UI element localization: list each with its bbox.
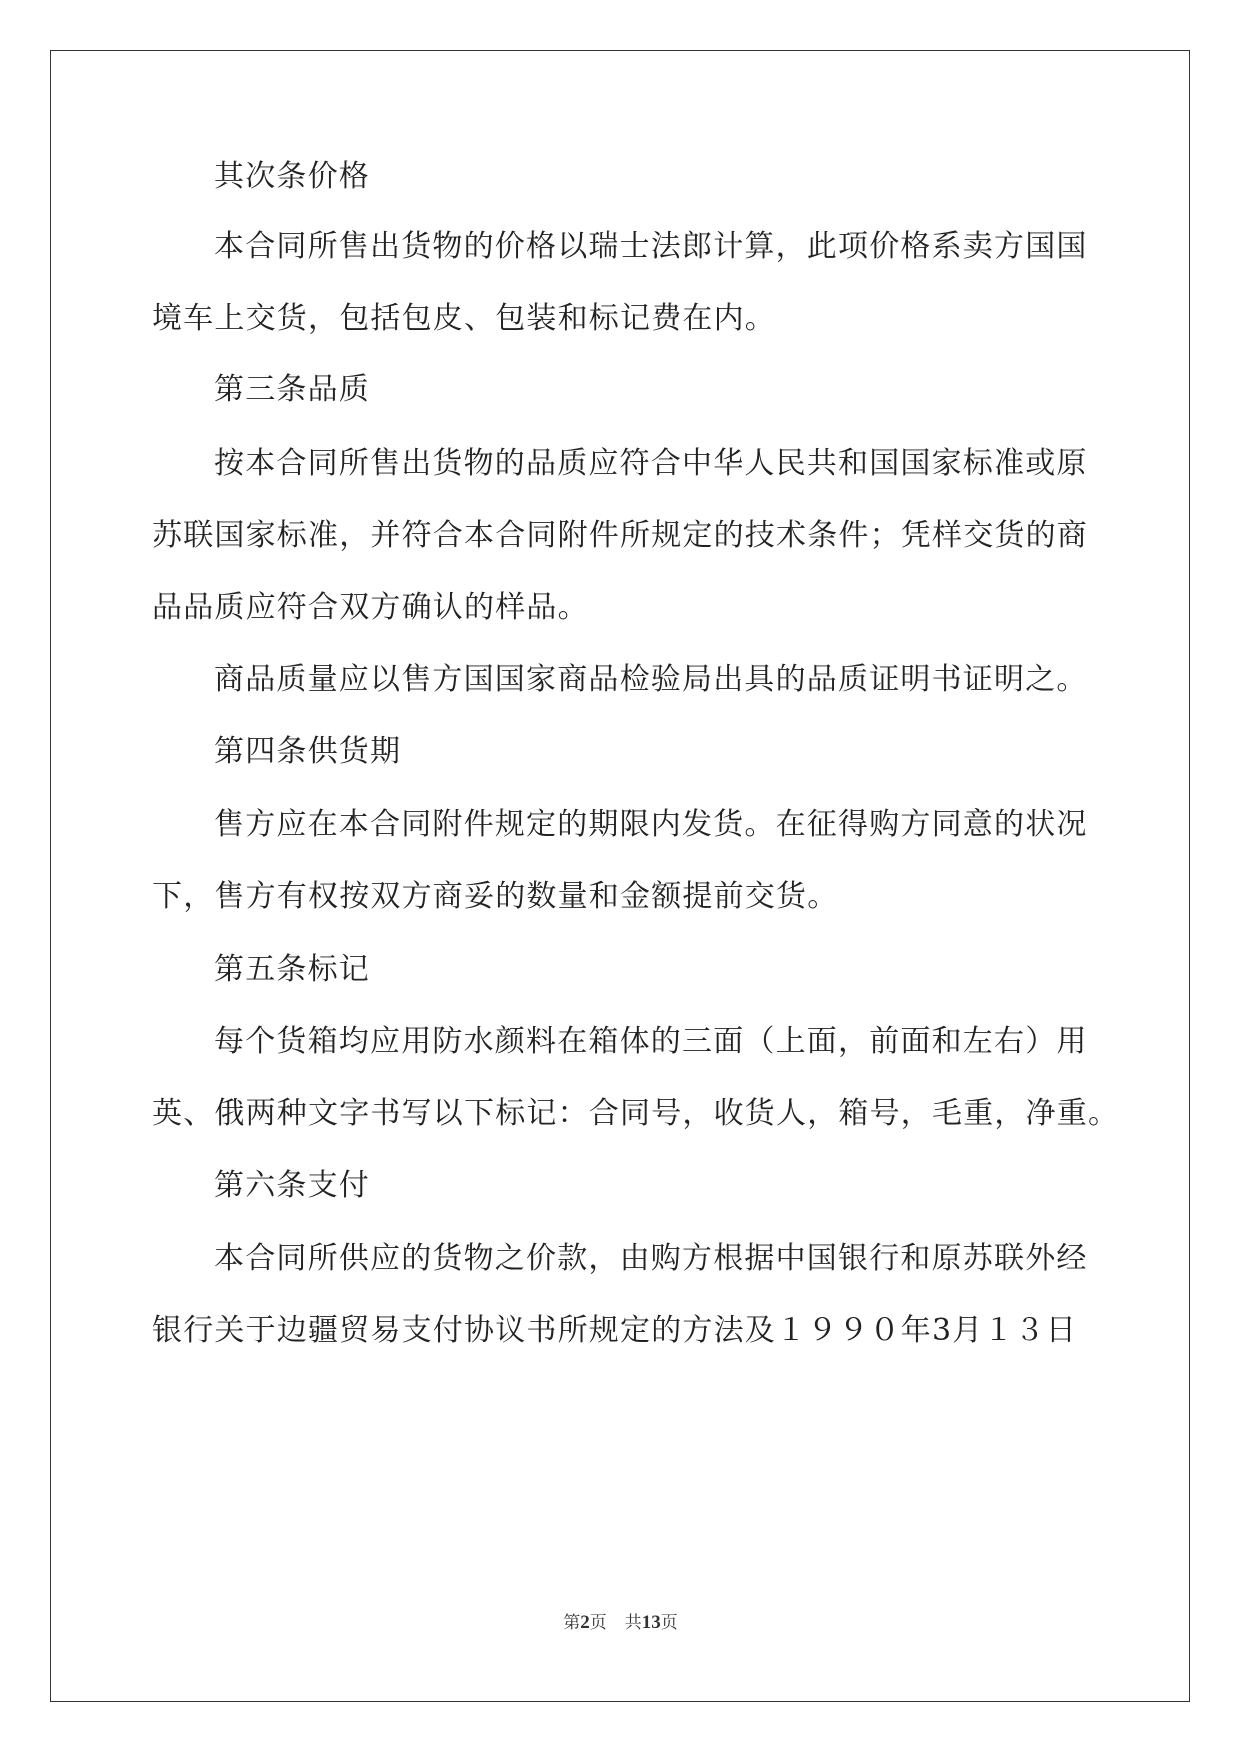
section-heading: 第六条支付: [214, 1168, 370, 1203]
body-line: 英、俄两种文字书写以下标记：合同号，收货人，箱号，毛重，净重。: [152, 1096, 1120, 1131]
page-border: [50, 50, 1190, 1702]
section-heading: 其次条价格: [214, 159, 370, 194]
body-line: 售方应在本合同附件规定的期限内发货。在征得购方同意的状况: [214, 807, 1088, 842]
page-suffix: 页: [589, 1613, 607, 1633]
body-line: 苏联国家标准，并符合本合同附件所规定的技术条件；凭样交货的商: [152, 518, 1088, 553]
body-line: 本合同所售出货物的价格以瑞士法郎计算，此项价格系卖方国国: [214, 229, 1088, 264]
body-line: 品品质应符合双方确认的样品。: [152, 590, 589, 625]
body-line: 本合同所供应的货物之价款，由购方根据中国银行和原苏联外经: [214, 1241, 1088, 1276]
page-number: 2: [580, 1612, 590, 1633]
section-heading: 第三条品质: [214, 372, 370, 407]
body-line: 按本合同所售出货物的品质应符合中华人民共和国国家标准或原: [214, 446, 1088, 481]
page-prefix: 第: [563, 1613, 581, 1633]
total-suffix: 页: [660, 1613, 678, 1633]
body-line: 商品质量应以售方国国家商品检验局出具的品质证明书证明之。: [214, 662, 1088, 697]
total-prefix: 共: [624, 1613, 642, 1633]
body-line: 下，售方有权按双方商妥的数量和金额提前交货。: [152, 879, 839, 914]
page-footer: [0, 1608, 1241, 1634]
total-pages: 13: [641, 1612, 661, 1633]
body-line: 境车上交货，包括包皮、包装和标记费在内。: [152, 301, 776, 336]
body-line: 银行关于边疆贸易支付协议书所规定的方法及１９９０年3月１３日: [152, 1313, 1078, 1348]
section-heading: 第五条标记: [214, 952, 370, 987]
body-line: 每个货箱均应用防水颜料在箱体的三面（上面，前面和左右）用: [214, 1024, 1088, 1059]
section-heading: 第四条供货期: [214, 734, 402, 769]
